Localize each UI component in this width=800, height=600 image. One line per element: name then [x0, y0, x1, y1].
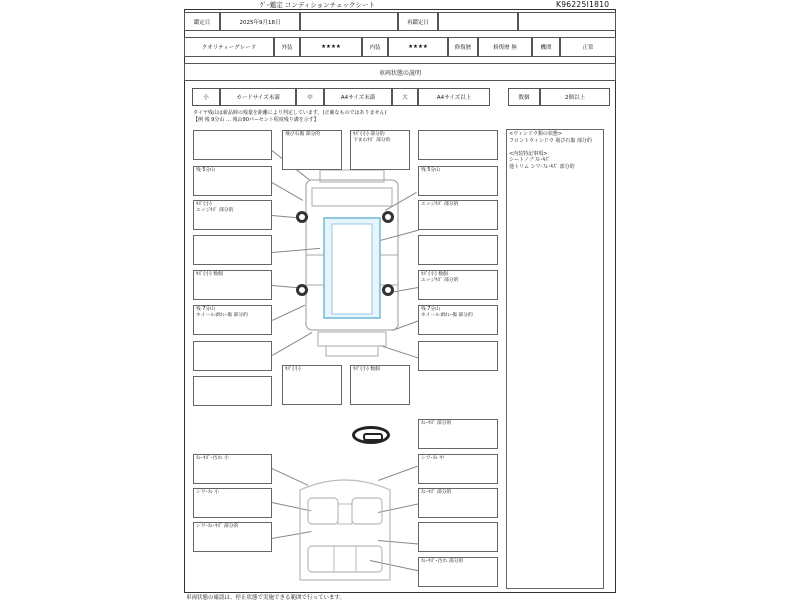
section-title: 車両状態の説明	[184, 63, 616, 81]
car-interior-diagram	[290, 470, 400, 588]
damage-note-box: ｷｽﾞ(小)	[282, 365, 342, 405]
tire-tread-front-right: 残 5分山	[418, 166, 498, 196]
damage-note-box: ｷｽﾞ(小) 部分的 下まわｷｽﾞ 部分的	[350, 130, 410, 170]
interior-note-box	[418, 522, 498, 552]
legend-count-label: 数個	[508, 88, 540, 106]
repair-history-label: 修復歴	[448, 37, 478, 57]
damage-note-box	[193, 341, 272, 371]
tire-tread-rear-left: 残 7分山 ホイール剥れ･傷 部分的	[193, 305, 272, 335]
damage-note-box: エッジｷｽﾞ 部分的	[418, 200, 498, 230]
damage-note-box: 飛び石傷 部分的	[282, 130, 342, 170]
exterior-stars: ★★★★	[300, 37, 362, 57]
legend-medium-label: 中	[296, 88, 324, 106]
car-exterior-diagram	[296, 160, 408, 360]
interior-stars: ★★★★	[388, 37, 448, 57]
legend-small-label: 小	[192, 88, 220, 106]
damage-note-box	[418, 130, 498, 160]
interior-label: 内装	[362, 37, 388, 57]
tire-tread-front-left: 残 5分山	[193, 166, 272, 196]
front-right-wheel-icon	[382, 211, 394, 223]
reappraisal-date-value	[438, 12, 518, 31]
legend-large-value: A4サイズ以上	[418, 88, 490, 106]
exterior-label: 外装	[274, 37, 300, 57]
damage-note-box: ｷｽﾞ(小) 数個	[193, 270, 272, 300]
engine-label: 機関	[532, 37, 560, 57]
rear-right-wheel-icon	[382, 284, 394, 296]
engine-value: 正常	[560, 37, 616, 57]
tire-note-line2: 【例 残 9分山 … 残山90パーセント程度残り溝を示す】	[193, 117, 319, 123]
damage-note-box: ｷｽﾞ(小) 数個 エッジｷｽﾞ 部分的	[418, 270, 498, 300]
legend-small-value: カードサイズ未満	[220, 88, 296, 106]
interior-note-box: ｽﾚ･ｷｽﾞ･汚れ 部分的	[418, 557, 498, 587]
rear-left-wheel-icon	[296, 284, 308, 296]
damage-note-box	[418, 235, 498, 265]
interior-note-box: シワ･ｽﾚ･ｷｽﾞ 部分的	[193, 522, 272, 552]
appraisal-date-extra	[300, 12, 398, 31]
interior-note-box: シワ･ｽﾚ 小	[193, 488, 272, 518]
damage-note-box	[193, 235, 272, 265]
appraisal-date-label: 鑑定日	[184, 12, 220, 31]
reappraisal-date-label: 再鑑定日	[398, 12, 438, 31]
tire-note-line1: タイヤ残山は新品時の残量を距離により判定しています。(正確なものではありません)	[193, 110, 387, 116]
damage-note-box	[193, 376, 272, 406]
quality-grade-label: クオリティーグレード	[184, 37, 274, 57]
reappraisal-date-extra	[518, 12, 616, 31]
appraisal-date-value: 2025年9月18日	[220, 12, 300, 31]
interior-note-box: ｽﾚ･ｷｽﾞ 部分的	[418, 419, 498, 449]
document-id: K96225I1810	[556, 0, 610, 9]
interior-note-box: シワ･ｽﾚ 中	[418, 454, 498, 484]
steering-wheel-icon	[352, 426, 390, 444]
legend-count-value: 2個以上	[540, 88, 610, 106]
tire-tread-rear-right: 残 7分山 ホイール剥れ･傷 部分的	[418, 305, 498, 335]
damage-note-box	[418, 341, 498, 371]
footer-note: 車両状態の確認は、停止状態で実施できる範囲で行っています。	[186, 595, 346, 600]
remarks-panel: <ウィンドウ類の状態> フロントウィンドウ 飛び石傷 部分的 <内装特記事項> シートノブ ｽﾚ･ｷｽﾞ 他トリム シワ･ｽﾚ･ｷｽﾞ 部分的	[506, 129, 604, 589]
damage-note-box: ｷｽﾞ(小) エッジｷｽﾞ 部分的	[193, 200, 272, 230]
damage-note-box	[193, 130, 272, 160]
repair-history-value: 修復歴 無	[478, 37, 532, 57]
sheet-title: ｸﾞｰ鑑定 コンディションチェックシート	[260, 1, 375, 9]
legend-medium-value: A4サイズ未満	[324, 88, 392, 106]
legend-large-label: 大	[392, 88, 418, 106]
interior-note-box: ｽﾚ･ｷｽﾞ･汚れ 小	[193, 454, 272, 484]
interior-note-box: ｽﾚ･ｷｽﾞ 部分的	[418, 488, 498, 518]
front-left-wheel-icon	[296, 211, 308, 223]
damage-note-box: ｷｽﾞ(小) 数個	[350, 365, 410, 405]
